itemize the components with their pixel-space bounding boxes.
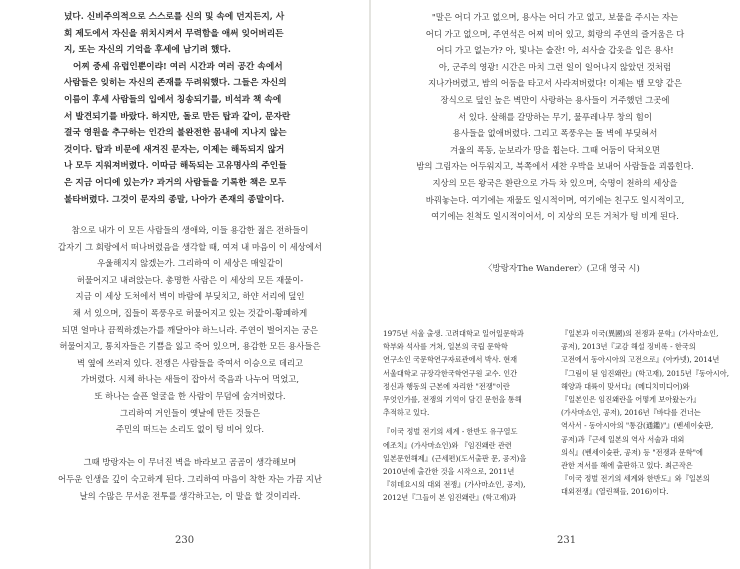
poem-line: 주민의 떠드는 소리도 없이 텅 비어 있다.: [115, 424, 265, 435]
poem-caption: 〈방랑자The Wanderer〉(고대 영국 시): [484, 264, 640, 274]
bio-line: 대외전쟁』(열린책들, 2016)이다.: [561, 487, 669, 497]
poem-line: 또 하나는 슬픈 얼굴을 한 사람이 무덤에 숨겨버렸다.: [94, 390, 286, 401]
text-line: 회 제도에서 자신을 위치시켜서 무력함을 애써 잊어버리든: [64, 28, 284, 39]
bio-line: 추적하고 있다.: [383, 408, 430, 418]
bio-line: (가사마쇼인, 공저), 2016년『바다를 건너는: [561, 408, 701, 418]
poem-line: 지나가버렸고, 밤의 어둠을 타고서 사라져버렸다! 이제는 뱀 모양 같은: [428, 78, 682, 89]
bio-line: 일본문헌해제』(근세편)(도서출판 문, 공저)을: [383, 453, 527, 463]
stanza-break: [30, 438, 350, 455]
bio-line: 의식』(벤세이슛판, 공저) 등 "전쟁과 문학"에: [561, 447, 703, 457]
bio-line: 서울대학교 규장각한국학연구원 교수. 인간: [383, 368, 518, 378]
poem-line: 지상의 모든 왕국은 환란으로 가득 차 있으며, 숙명이 천하의 세상을: [432, 177, 678, 188]
left-page: [0, 0, 369, 569]
poem-passage: [380, 9, 730, 225]
bio-line: 1975년 서울 출생. 고려대학교 일어일문학과: [383, 329, 524, 338]
author-bio-column-1: [383, 327, 553, 505]
bio-line: 역사서 - 동아시아의 "통감(通鑑)"』(벤세이슛판,: [561, 421, 714, 431]
text-line: 넜다. 신비주의적으로 스스로를 신의 및 속에 던지든지, 사: [64, 12, 285, 22]
poem-line: 어디 가고 없으며, 주연석은 어찌 비어 있고, 회랑의 주연의 즐거움은 다: [425, 28, 685, 39]
bio-line: 고전에서 동아시아의 고전으로』(아카넷), 2014년: [561, 355, 720, 365]
text-line: 것이다. 탑과 비문에 새겨진 문자는, 이제는 해독되지 않거: [64, 144, 285, 155]
poem-line: 용사들을 없애버렸다. 그리고 폭풍우는 돌 벽에 부딪혀서: [452, 128, 658, 139]
poem-line: 채 서 있으며, 집들이 폭풍우로 허물어지고 있는 것같이-황폐하게: [72, 307, 308, 318]
bold-passage: [64, 9, 334, 208]
poem-line: 허물어지고 내려앉는다. 총명한 사람은 이 세상의 모든 재물이-: [76, 274, 304, 285]
poem-line: 우울해지지 않겠는가. 그리하여 이 세상은 매일같이: [97, 258, 283, 269]
bio-line: 공저)과『근세 일본의 역사 서술과 대외: [561, 434, 685, 444]
poem-line: 되면 얼마나 끔찍하겠는가를 깨달아야 하느니라. 주연이 벌어지는 궁은: [62, 324, 318, 335]
poem-line: 바꿔놓는다. 여기에는 재물도 일시적이며, 여기에는 친구도 일시적이고,: [425, 194, 685, 205]
poem-line: 날의 수많은 무서운 전투를 생각하고는, 이 말을 할 것이리라.: [79, 490, 301, 501]
text-line: 이름이 후세 사람들의 입에서 칭송되기를, 비석과 책 속에: [64, 94, 282, 105]
poem-line: 갑자기 그 회랑에서 떠나버렸음을 생각할 때, 여져 내 마음이 이 세상에서: [58, 241, 322, 252]
bio-line: 『일본과 이국(異國)의 전쟁과 문학』(가사마쇼인,: [561, 329, 719, 338]
poem-line: 그리하여 거인들이 옛날에 만든 것들은: [119, 407, 261, 418]
poem-line: 그때 방랑자는 이 무너진 벽을 바라보고 곰곰이 생각해보며: [83, 457, 297, 468]
bio-line: 해양과 대륙이 맞서다』(메디치미디어)와: [561, 381, 690, 391]
bio-line: 『이국 정벌 전기의 세계와 한반도』와『일본의: [561, 474, 710, 484]
bio-line: 공저), 2013년『교감 해설 징비록 - 한국의: [561, 342, 696, 352]
bio-line: 학부와 석사를 거쳐, 일본의 국립 문학학: [383, 342, 508, 352]
poem-line: 지금 이 세상 도처에서 벽이 바람에 부딪치고, 하얀 서리에 덮인: [75, 291, 305, 302]
page-number: 230: [175, 535, 195, 546]
poem-line: 밤의 그림자는 어두워지고, 북쪽에서 세찬 우박을 보내어 사람들을 괴롭힌다.: [416, 161, 694, 172]
poem-line: 서 있다. 살해를 갈망하는 무기, 물푸레나무 창의 힘이: [458, 111, 652, 122]
text-line: 어찌 중세 유럽인뿐이랴! 여러 시간과 여러 공간 속에서: [73, 61, 283, 72]
bio-line: 『일본인은 임진왜란을 어떻게 보아왔는가』: [561, 395, 701, 405]
poem-line: 여기에는 친척도 일시적이어서, 이 지상의 모든 거처가 텅 비게 된다.: [431, 211, 679, 222]
poem-line: 참으로 내가 이 모든 사람들의 생애와, 이들 용감한 젊은 전하들이: [71, 225, 309, 235]
text-line: 사람들은 잊히는 자신의 존재를 두려워했다. 그들은 자신의: [64, 78, 287, 89]
bio-line: 에조치』(가사마쇼인)와 『임진왜란 관련: [383, 440, 512, 450]
bio-line: 『이국 정벌 전기의 세계 - 한반도 유구열도: [383, 427, 518, 437]
poem-line: 허물어지고, 통치자들은 기쁨을 잃고 죽어 있으며, 용감한 모든 용사들은: [59, 341, 321, 352]
bio-line: 『히데요시의 대외 전쟁』(가사마쇼인, 공저),: [383, 480, 526, 490]
right-page: [371, 0, 740, 569]
text-line: 불타버렸다. 그것이 문자의 종말, 나아가 존재의 종말이다.: [64, 194, 285, 205]
author-bio-column-2: [561, 327, 733, 499]
bio-line: 관한 저서를 해에 출판하고 있다. 최근작은: [561, 461, 693, 471]
text-line: 서 발견되기를 바랐다. 하지만, 돌로 만든 탑과 같이, 문자란: [64, 111, 291, 122]
poem-line: 어디 가고 없는가? 아, 빛나는 술잔! 아, 쇠사슬 갑옷을 입은 용사!: [436, 45, 674, 56]
bio-line: 정신과 행동의 근본에 자리한 "전쟁"이란: [383, 381, 510, 391]
poem-line: 겨울의 폭동, 눈보라가 땅을 휩는다. 그때 어둠이 닥쳐오면: [449, 144, 661, 155]
poem-line: 장식으로 덮인 높은 벽만이 사랑하는 용사들이 거주했던 그곳에: [440, 94, 670, 105]
page-number: 231: [557, 535, 577, 546]
bio-line: 연구소인 국문학연구자료관에서 박사. 현재: [383, 355, 518, 365]
poem-line: 어두운 인생을 깊이 숙고하게 된다. 그리하여 마음이 착한 자는 가끔 지난: [58, 473, 322, 484]
bio-line: 2012년『그들이 본 임진왜란』(학고재)과: [383, 493, 517, 503]
bio-line: 2010년에 출간한 것을 시작으로, 2011년: [383, 467, 515, 477]
bio-line: 『그림이 된 임진왜란』(학고재), 2015년『동아시아,: [561, 368, 729, 378]
text-line: 지, 또는 자신의 기억을 후세에 남기려 했다.: [64, 45, 231, 56]
poem-line: 가버렸다. 시체 하나는 새들이 잡아서 죽음과 나누어 먹었고,: [80, 374, 300, 385]
text-line: 은 지금 어디에 있는가? 과거의 사람들을 기록한 책은 모두: [64, 177, 287, 188]
poem-line: 벽 옆에 쓰러져 있다. 전쟁은 사람들을 죽여서 이승으로 데리고: [76, 357, 304, 368]
text-line: 나 모두 지워져버렸다. 이따금 해독되는 고유명사의 주인들: [64, 161, 287, 172]
poem-passage: [30, 222, 350, 504]
poem-line: "말은 어디 가고 없으며, 용사는 어디 가고 없고, 보물을 주시는 자는: [431, 12, 679, 22]
bio-line: 무엇인가를, 전쟁의 기억이 담긴 문헌을 통해: [383, 395, 522, 405]
poem-line: 아, 군주의 영광! 시간은 마치 그런 일이 일어나지 않았던 것처럼: [438, 61, 672, 72]
text-line: 결국 영원을 추구하는 인간의 불완전한 몸내에 지나지 않는: [64, 128, 287, 139]
